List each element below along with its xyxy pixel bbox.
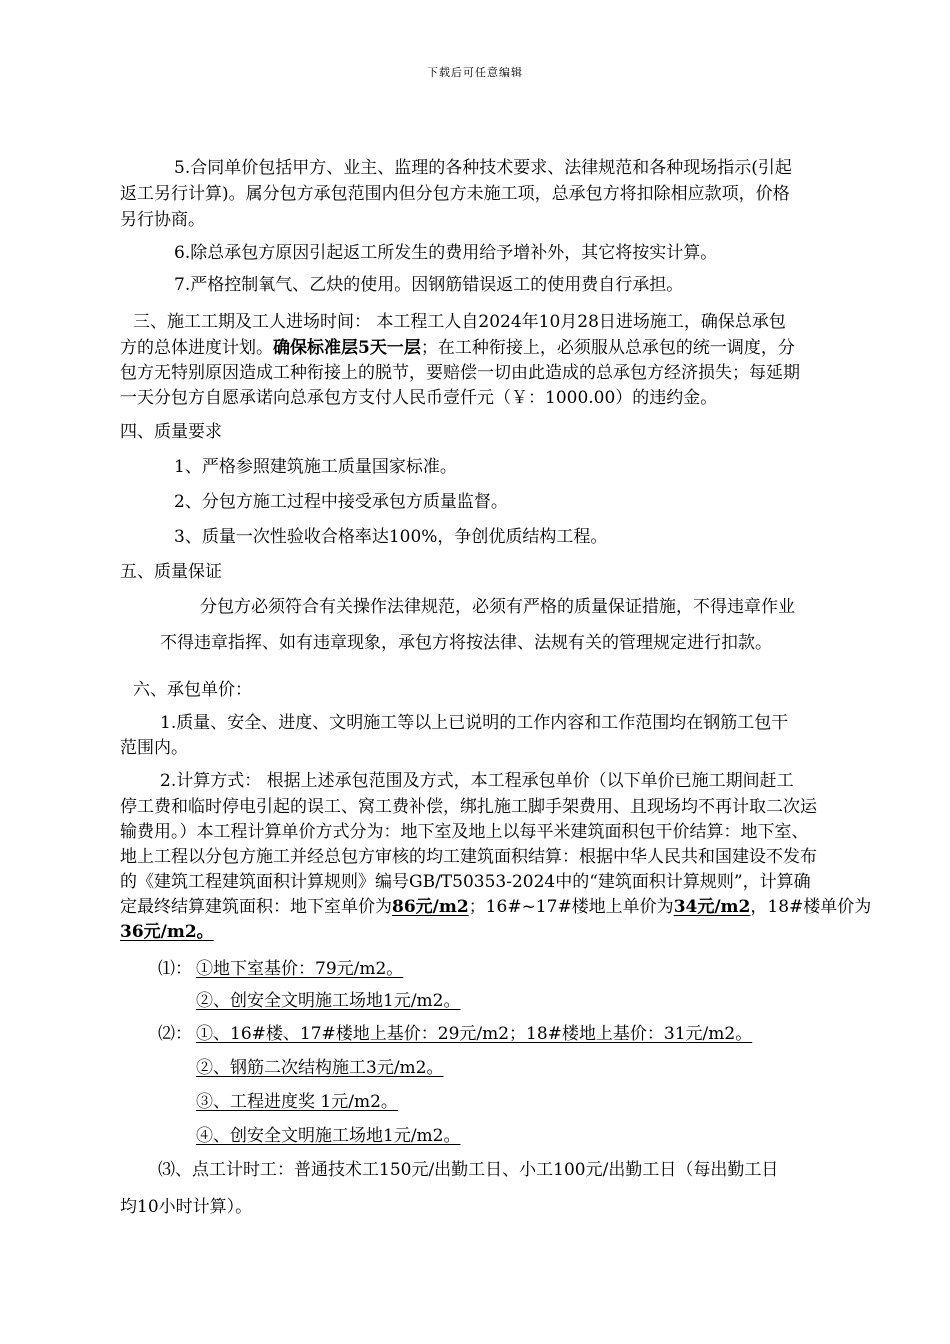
sub-item-1-label: ⑴： bbox=[158, 959, 192, 979]
sub-item-2-b: ②、钢筋二次结构施工3元/m2。 bbox=[196, 1058, 444, 1078]
unit-price-text: 定最终结算建筑面积：地下室单价为 bbox=[120, 897, 392, 917]
clause-5-line-3: 另行协商。 bbox=[120, 210, 205, 230]
section-5-heading: 五、质量保证 bbox=[120, 562, 222, 582]
section-6-item-2-line-3: 输费用。）本工程计算单价方式分为：地下室及地上以每平米建筑面积包干价结算：地下室、 bbox=[120, 822, 809, 842]
sub-item-3-line-2: 均10小时计算）。 bbox=[120, 1197, 253, 1217]
section-5-line-1: 分包方必须符合有关操作法律规范，必须有严格的质量保证措施，不得违章作业 bbox=[200, 597, 795, 617]
quality-item-1: 1、严格参照建筑施工质量国家标准。 bbox=[174, 457, 457, 477]
clause-5-line-1: 5.合同单价包括甲方、业主、监理的各种技术要求、法律规范和各种现场指示(引起 bbox=[174, 158, 792, 178]
sub-item-2-a: ①、16#楼、17#楼地上基价：29元/m2；18#楼地上基价：31元/m2。 bbox=[196, 1024, 753, 1044]
sub-item-2-label: ⑵： bbox=[158, 1024, 192, 1044]
section-6-item-2-line-5: 的《建筑工程建筑面积计算规则》编号GB/T50353-2024中的“建筑面积计算规则”，计算确 bbox=[120, 872, 811, 892]
sub-item-3-line-1: ⑶、点工计时工：普通技术工150元/出勤工日、小工100元/出勤工日（每出勤工日 bbox=[158, 1160, 779, 1180]
section-3-text-cont: ；在工种衔接上，必须服从总承包的统一调度，分 bbox=[420, 338, 795, 358]
page-header: 下载后可任意编辑 bbox=[427, 66, 523, 79]
section-3-emphasis: 确保标准层5天一层 bbox=[273, 338, 421, 358]
clause-6: 6.除总承包方原因引起返工所发生的费用给予增补外，其它将按实计算。 bbox=[174, 243, 718, 263]
section-4-heading: 四、质量要求 bbox=[120, 422, 222, 442]
section-6-item-2-line-1: 2.计算方式： 根据上述承包范围及方式，本工程承包单价（以下单价已施工期间赶工 bbox=[160, 771, 794, 791]
sub-item-1-b: ②、创安全文明施工场地1元/m2。 bbox=[196, 991, 461, 1011]
section-3-line-2 bbox=[120, 337, 795, 359]
clause-7: 7.严格控制氧气、乙炔的使用。因钢筋错误返工的使用费自行承担。 bbox=[174, 275, 684, 295]
section-6-item-2-line-2: 停工费和临时停电引起的误工、窝工费补偿，绑扎施工脚手架费用、且现场均不再计取二次运 bbox=[120, 797, 817, 817]
section-6-item-1-line-2: 范围内。 bbox=[120, 738, 188, 758]
building-18-unit-price: 36元/m2。 bbox=[120, 922, 214, 942]
clause-5-line-2: 返工另行计算)。属分包方承包范围内但分包方未施工项，总承包方将扣除相应款项，价格 bbox=[120, 184, 790, 204]
section-5-line-2: 不得违章指挥、如有违章现象，承包方将按法律、法规有关的管理规定进行扣款。 bbox=[160, 633, 772, 653]
sub-item-1-a: ①地下室基价：79元/m2。 bbox=[196, 959, 404, 979]
section-3-line-3: 包方无特别原因造成工种衔接上的脱节，要赔偿一切由此造成的总承包方经济损失；每延期 bbox=[120, 363, 800, 383]
unit-price-text-2: ；16#~17#楼地上单价为 bbox=[468, 897, 674, 917]
section-6-item-1-line-1: 1.质量、安全、进度、文明施工等以上已说明的工作内容和工作范围均在钢筋工包干 bbox=[160, 713, 789, 733]
basement-unit-price: 86元/m2 bbox=[392, 897, 469, 917]
sub-item-2-d: ④、创安全文明施工场地1元/m2。 bbox=[196, 1126, 461, 1146]
quality-item-3: 3、质量一次性验收合格率达100%，争创优质结构工程。 bbox=[174, 527, 608, 547]
section-3-line-1: 三、施工工期及工人进场时间： 本工程工人自2024年10月28日进场施工，确保总承包 bbox=[133, 312, 786, 332]
section-6-item-2-line-6 bbox=[120, 896, 871, 918]
section-6-heading: 六、承包单价： bbox=[133, 680, 252, 700]
sub-item-2-c: ③、工程进度奖 1元/m2。 bbox=[196, 1092, 398, 1112]
unit-price-text-3: ，18#楼单价为 bbox=[750, 897, 872, 917]
section-3-line-4: 一天分包方自愿承诺向总承包方支付人民币壹仟元（￥：1000.00）的违约金。 bbox=[120, 388, 718, 408]
section-3-text: 方的总体进度计划。 bbox=[120, 338, 273, 358]
quality-item-2: 2、分包方施工过程中接受承包方质量监督。 bbox=[174, 492, 508, 512]
building-16-17-unit-price: 34元/m2 bbox=[673, 897, 751, 917]
section-6-item-2-line-4: 地上工程以分包方施工并经总包方审核的均工建筑面积结算：根据中华人民共和国建设不发布 bbox=[120, 847, 817, 867]
